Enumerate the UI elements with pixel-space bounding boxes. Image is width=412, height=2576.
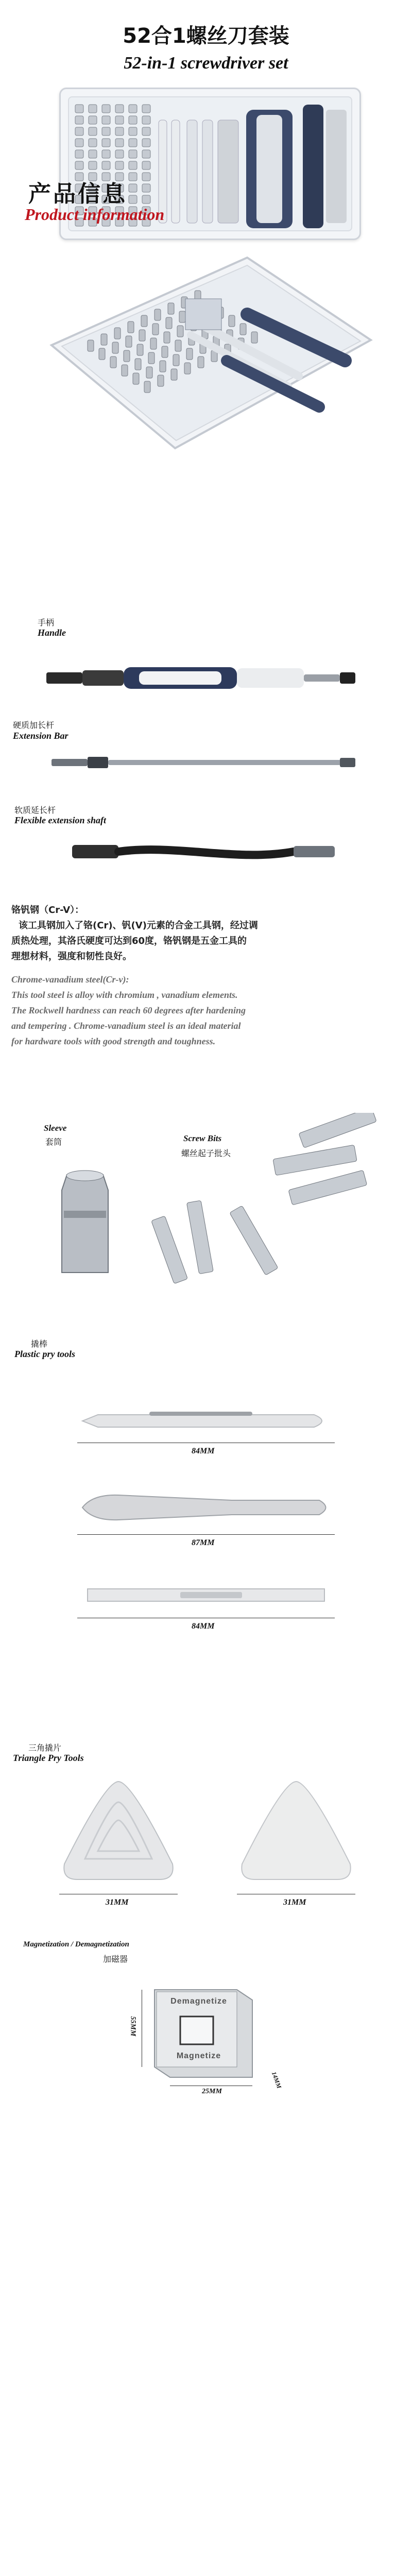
material-line-cn-1: 该工具钢加入了铬(Cr)、钒(V)元素的合金工具钢，经过调 [19,920,258,931]
extension-bar-label-en: Extension Bar [13,731,68,741]
material-title-cn: 铬钒钢（Cr-V）： [11,905,84,916]
magnetizer-height: 55MM [129,2016,137,2037]
pry-tool-3 [77,1580,335,1611]
pry-tool-1 [77,1405,335,1436]
pry-dim-3: 84MM [192,1622,215,1631]
info-case-image [31,242,386,464]
pry-label-cn: 撬棒 [31,1339,48,1349]
handle-image [36,652,366,703]
magnetizer-label-en: Magnetization / Demagnetization [23,1940,129,1948]
triangle-dim-2: 31MM [283,1898,306,1907]
extension-bar-label-cn: 硬质加长杆 [13,720,55,730]
info-title-cn: 产品信息 [28,181,127,207]
material-line-en-1: This tool steel is alloy with chromium , vanadium elements. [11,990,238,1000]
magnetizer-label-cn: 加磁器 [103,1954,128,1964]
sleeve-label-cn: 套筒 [45,1137,62,1147]
flexible-shaft-label-en: Flexible extension shaft [14,815,107,825]
handle-label-en: Handle [38,628,66,638]
sleeve-bits-image [31,1113,391,1309]
material-title-en: Chrome-vanadium steel(Cr-v): [11,974,129,985]
triangle-label-cn: 三角撬片 [28,1743,62,1753]
material-line-en-4: for hardware tools with good strength and toughness. [11,1036,216,1046]
magnetizer-width: 25MM [202,2088,222,2095]
magnetizer-magnetize-text: Magnetize [176,2052,221,2060]
hero-subtitle: 52-in-1 screwdriver set [124,54,288,73]
flexible-shaft-image [72,834,340,870]
material-line-cn-2: 质热处理，其洛氏硬度可达到60度，铬钒钢是五金工具的 [11,936,247,946]
pry-tool-2 [77,1487,335,1528]
sleeve-label-en: Sleeve [44,1123,67,1133]
pry-label-en: Plastic pry tools [14,1349,75,1359]
triangle-label-en: Triangle Pry Tools [13,1753,84,1763]
handle-label-cn: 手柄 [38,618,55,628]
magnetizer-demagnetize-text: Demagnetize [170,1997,227,2006]
pry-dim-line-2 [77,1534,335,1535]
hero-title: 52合1螺丝刀套装 [123,24,289,48]
material-line-en-3: and tempering . Chrome-vanadium steel is an ideal material [11,1021,241,1031]
flexible-shaft-label-cn: 软质延长杆 [14,805,56,815]
magnetizer-depth: 14MM [270,2071,283,2090]
triangle-dim-1: 31MM [106,1898,129,1907]
triangle-pick-1 [59,1776,178,1885]
material-line-en-2: The Rockwell hardness can reach 60 degrees after hardening [11,1005,246,1015]
magnetizer-image [149,1979,268,2082]
material-section [11,903,403,1049]
screw-bits-label-en: Screw Bits [183,1133,222,1143]
triangle-pick-2 [237,1776,355,1885]
info-title-en: Product information [25,205,165,224]
pry-dim-2: 87MM [192,1538,215,1547]
pry-dim-1: 84MM [192,1447,215,1455]
screw-bits-label-cn: 螺丝起子批头 [181,1148,231,1158]
extension-bar-image [52,750,360,775]
material-line-cn-3: 理想材料，强度和韧性良好。 [11,951,132,962]
